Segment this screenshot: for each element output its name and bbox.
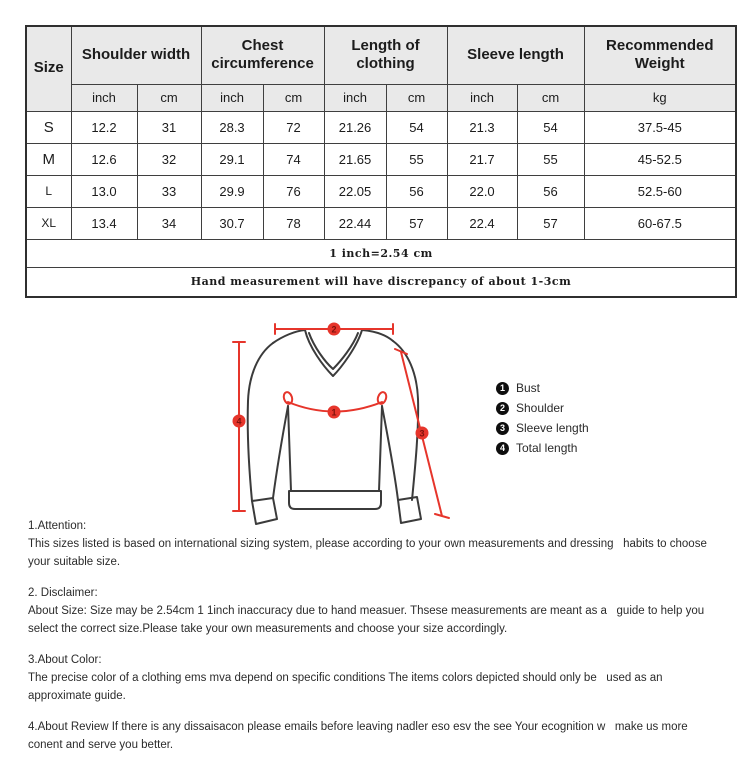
circled-3-icon: 3: [496, 422, 509, 435]
cell: 54: [386, 111, 447, 143]
marker-2-number: 2: [331, 324, 337, 335]
size-label: XL: [26, 207, 71, 239]
cell: 37.5-45: [584, 111, 736, 143]
cell: 57: [386, 207, 447, 239]
notes-section: [28, 517, 743, 767]
marker-3-number: 3: [419, 428, 425, 439]
unit-header: kg: [584, 84, 736, 111]
cell: 78: [263, 207, 324, 239]
cell: 12.6: [71, 143, 137, 175]
size-label: L: [26, 175, 71, 207]
col-header-chest-circumference: Chest circumference: [201, 26, 324, 84]
table-row: [26, 267, 736, 297]
unit-header: cm: [137, 84, 201, 111]
unit-header: cm: [263, 84, 324, 111]
legend-label: Bust: [516, 381, 541, 395]
cell: 22.0: [447, 175, 517, 207]
unit-header: inch: [447, 84, 517, 111]
unit-header: inch: [324, 84, 386, 111]
cell: 31: [137, 111, 201, 143]
unit-header: cm: [517, 84, 584, 111]
note-attention: [28, 517, 743, 571]
note-text: 4.About Review If there is any dissaisacon please emails before leaving nadler eso esv the see Your ecognition w make us more: [28, 721, 688, 733]
unit-header: inch: [71, 84, 137, 111]
table-row: [26, 175, 736, 207]
cell: 33: [137, 175, 201, 207]
cell: 22.05: [324, 175, 386, 207]
cell: 57: [517, 207, 584, 239]
legend-label: Total length: [516, 441, 578, 455]
measure-markers: [233, 323, 429, 440]
note-text: conent and serve you better.: [28, 739, 174, 751]
cell: 45-52.5: [584, 143, 736, 175]
size-chart-table: [25, 25, 737, 298]
sweater-right-sleeve: [393, 341, 418, 500]
col-header-sleeve-length: Sleeve length: [447, 26, 584, 84]
circled-1-icon: 1: [496, 382, 509, 395]
cell: 22.4: [447, 207, 517, 239]
sweater-hem-band: [289, 491, 381, 509]
note-about-color: [28, 651, 743, 705]
unit-header: cm: [386, 84, 447, 111]
cell: 21.7: [447, 143, 517, 175]
note-text: 3.About Color:: [28, 654, 102, 666]
unit-header: inch: [201, 84, 263, 111]
table-row: [26, 239, 736, 267]
circled-2-icon: 2: [496, 402, 509, 415]
measurement-legend: [496, 381, 589, 455]
note-text: About Size: Size may be 2.54cm 1 1inch inaccuracy due to hand measuer. Thsese measurements are meant as a guide to help you: [28, 605, 705, 617]
legend-item-total-length: [496, 441, 589, 455]
note-text: 2. Disclaimer:: [28, 587, 98, 599]
note-text: This sizes listed is based on international sizing system, please according to your own measurements and dressing habits to choose: [28, 538, 707, 550]
table-row: [26, 111, 736, 143]
cell: 21.3: [447, 111, 517, 143]
table-row: [26, 207, 736, 239]
size-chart-section: [25, 25, 735, 298]
sweater-left-sleeve-inner: [273, 406, 288, 498]
col-header-length-of-clothing: Length of clothing: [324, 26, 447, 84]
cell: 52.5-60: [584, 175, 736, 207]
note-text: approximate guide.: [28, 690, 126, 702]
cell: 60-67.5: [584, 207, 736, 239]
bust-line-right-loop: [376, 391, 387, 405]
cell: 72: [263, 111, 324, 143]
note-text: select the correct size.Please take your own measurements and choose your size accordingly.: [28, 623, 508, 635]
marker-4-number: 4: [236, 416, 242, 427]
sweater-measurement-diagram: [225, 313, 475, 541]
cell: 30.7: [201, 207, 263, 239]
cell: 55: [517, 143, 584, 175]
legend-label: Shoulder: [516, 401, 565, 415]
size-label: M: [26, 143, 71, 175]
cell: 12.2: [71, 111, 137, 143]
col-header-recommended-weight: Recommended Weight: [584, 26, 736, 84]
legend-item-bust: [496, 381, 589, 395]
cell: 76: [263, 175, 324, 207]
sweater-body-right: [379, 406, 382, 491]
note-disclaimer: [28, 584, 743, 638]
cell: 21.26: [324, 111, 386, 143]
table-row: [26, 143, 736, 175]
cell: 28.3: [201, 111, 263, 143]
note-about-review: [28, 718, 743, 754]
legend-label: Sleeve length: [516, 421, 589, 435]
cell: 22.44: [324, 207, 386, 239]
note-text: 1.Attention:: [28, 520, 87, 532]
cell: 13.4: [71, 207, 137, 239]
circled-4-icon: 4: [496, 442, 509, 455]
legend-item-shoulder: [496, 401, 589, 415]
size-label: S: [26, 111, 71, 143]
cell: 21.65: [324, 143, 386, 175]
cell: 55: [386, 143, 447, 175]
cell: 34: [137, 207, 201, 239]
cell: 54: [517, 111, 584, 143]
sweater-left-sleeve: [248, 343, 273, 501]
note-text: your suitable size.: [28, 556, 121, 568]
marker-1-number: 1: [331, 407, 337, 418]
col-header-size: Size: [26, 26, 71, 111]
col-header-shoulder-width: Shoulder width: [71, 26, 201, 84]
measurement-discrepancy-note: Hand measurement will have discrepancy of about 1-3cm: [26, 267, 736, 297]
cell: 56: [386, 175, 447, 207]
inch-conversion-note: 1 inch=2.54 cm: [26, 239, 736, 267]
sweater-neckline-inner: [309, 333, 358, 369]
legend-item-sleeve-length: [496, 421, 589, 435]
cell: 29.1: [201, 143, 263, 175]
cell: 29.9: [201, 175, 263, 207]
cell: 74: [263, 143, 324, 175]
sweater-body-left: [288, 406, 291, 491]
cell: 13.0: [71, 175, 137, 207]
note-text: The precise color of a clothing ems mva depend on specific conditions The items colors depicted should only be used as an: [28, 672, 663, 684]
bust-line-left-loop: [282, 391, 293, 405]
cell: 32: [137, 143, 201, 175]
cell: 56: [517, 175, 584, 207]
sweater-right-sleeve-inner: [382, 406, 398, 500]
